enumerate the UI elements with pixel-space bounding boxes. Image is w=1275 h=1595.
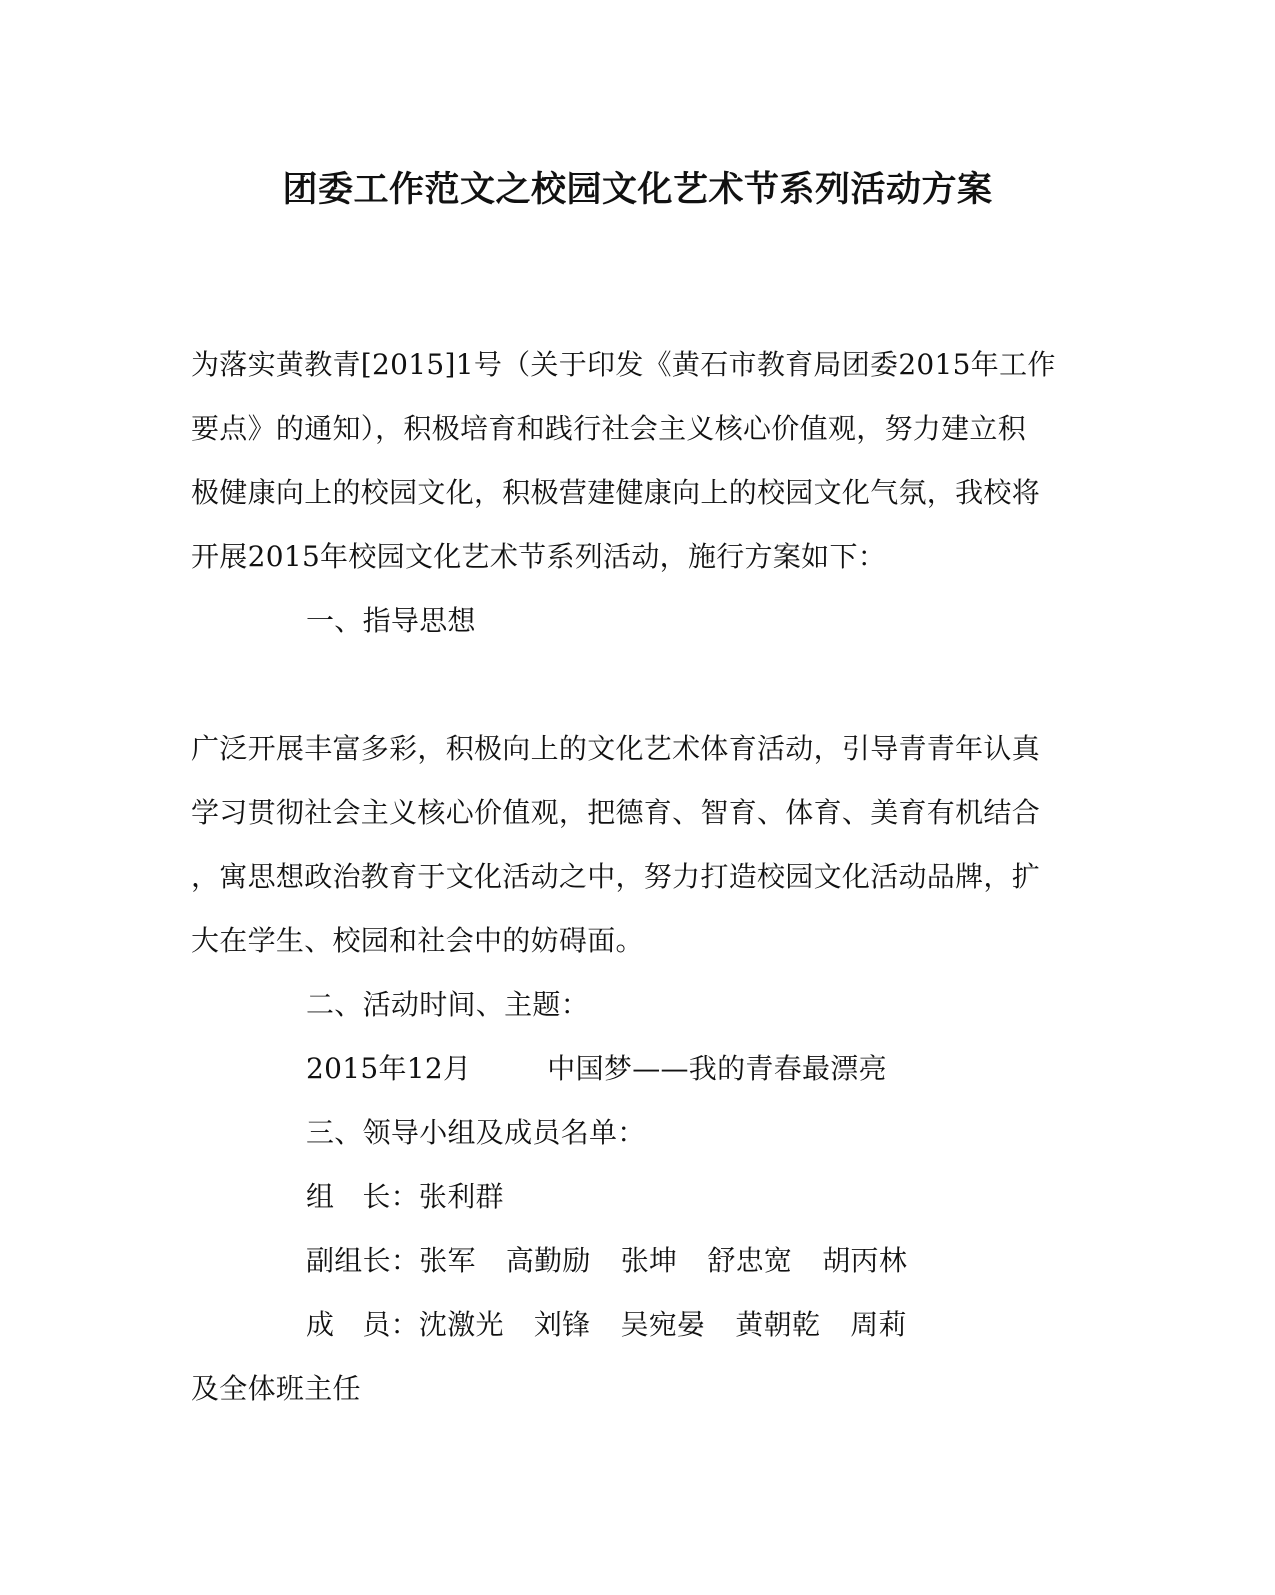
intro-line-2: 要点》的通知），积极培育和践行社会主义核心价值观，努力建立积 — [191, 412, 1027, 445]
leader-line — [306, 1178, 504, 1216]
deputy-name: 高勤励 — [505, 1244, 591, 1277]
intro-line-4: 开展2015年校园文化艺术节系列活动，施行方案如下： — [191, 540, 887, 573]
schedule-line — [306, 1050, 887, 1088]
deputy-name: 舒忠宽 — [707, 1244, 793, 1277]
member-name: 沈激光 — [418, 1308, 504, 1341]
members-line — [306, 1306, 907, 1344]
deputies-label: 副组长： — [306, 1244, 420, 1277]
schedule-theme: 中国梦——我的青春最漂亮 — [547, 1052, 887, 1085]
section2-heading: 二、活动时间、主题： — [306, 988, 590, 1021]
members-continuation: 及全体班主任 — [191, 1372, 361, 1405]
leader-name: 张利群 — [418, 1180, 504, 1213]
section1-line-1: 广泛开展丰富多彩，积极向上的文化艺术体育活动，引导青青年认真 — [191, 732, 1041, 765]
document-title: 团委工作范文之校园文化艺术节系列活动方案 — [282, 169, 993, 210]
members-label-b: 员： — [362, 1308, 419, 1341]
section1-heading: 一、指导思想 — [306, 604, 476, 637]
deputies-line — [306, 1242, 907, 1280]
member-name: 周莉 — [850, 1308, 907, 1341]
deputy-name: 胡丙林 — [822, 1244, 908, 1277]
member-name: 刘锋 — [533, 1308, 591, 1341]
deputy-name: 张坤 — [620, 1244, 678, 1277]
deputy-name: 张军 — [419, 1244, 476, 1277]
leader-label-b: 长： — [362, 1180, 419, 1213]
schedule-date: 2015年12月 — [306, 1052, 472, 1085]
section1-line-3: ，寓思想政治教育于文化活动之中，努力打造校园文化活动品牌，扩 — [191, 860, 1041, 893]
section3-heading: 三、领导小组及成员名单： — [306, 1116, 646, 1149]
section1-line-4: 大在学生、校园和社会中的妨碍面。 — [191, 924, 644, 957]
intro-line-3: 极健康向上的校园文化，积极营建健康向上的校园文化气氛，我校将 — [191, 476, 1041, 509]
members-label-a: 成 — [306, 1308, 335, 1341]
leader-label-a: 组 — [306, 1180, 335, 1213]
intro-line-1: 为落实黄教青[2015]1号（关于印发《黄石市教育局团委2015年工作 — [191, 348, 1056, 381]
member-name: 吴宛晏 — [620, 1308, 706, 1341]
section1-line-2: 学习贯彻社会主义核心价值观，把德育、智育、体育、美育有机结合 — [191, 796, 1041, 829]
member-name: 黄朝乾 — [735, 1308, 821, 1341]
